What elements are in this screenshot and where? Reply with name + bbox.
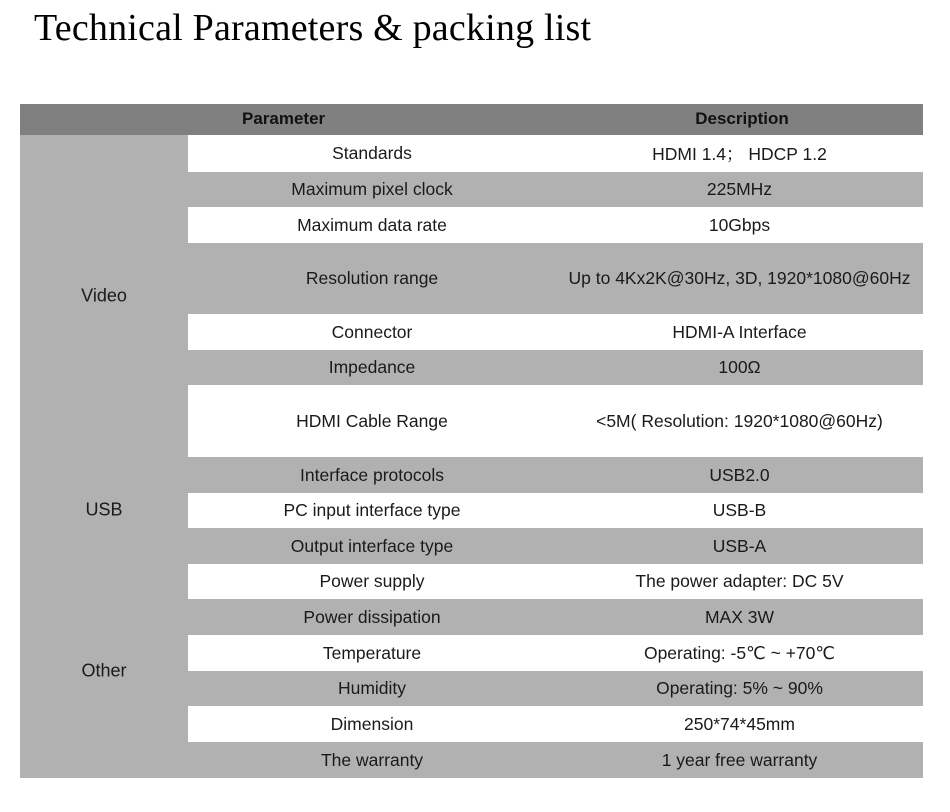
table-row — [188, 706, 923, 742]
group-column — [20, 135, 188, 778]
parameter-cell: Power dissipation — [303, 606, 441, 627]
description-cell: USB2.0 — [709, 464, 770, 485]
parameter-cell: Dimension — [330, 713, 414, 734]
description-cell: USB-B — [712, 500, 767, 520]
parameter-cell: The warranty — [320, 749, 424, 770]
description-cell: The power adapter: DC 5V — [635, 571, 844, 591]
description-cell: Up to 4Kx2K@30Hz, 3D, 1920*1080@60Hz — [568, 268, 911, 288]
parameter-cell: Temperature — [322, 642, 422, 663]
description-cell: 250*74*45mm — [684, 713, 795, 734]
table-row — [188, 172, 923, 207]
parameter-cell: Connector — [331, 321, 413, 342]
table-row — [188, 243, 923, 314]
table-row — [188, 457, 923, 493]
parameter-cell: Maximum data rate — [297, 214, 447, 235]
table-row — [188, 599, 923, 635]
page-title: Technical Parameters & packing list — [34, 7, 592, 49]
description-cell: 10Gbps — [708, 214, 771, 235]
parameter-cell: Impedance — [328, 357, 416, 377]
table-header — [20, 104, 923, 135]
table-row — [188, 350, 923, 385]
table-body — [188, 135, 923, 778]
description-cell: Operating: -5℃ ~ +70℃ — [643, 642, 836, 663]
description-cell: MAX 3W — [704, 606, 775, 627]
table-row — [188, 528, 923, 564]
table-row — [188, 314, 923, 350]
table-row — [188, 671, 923, 706]
parameter-cell: Resolution range — [305, 268, 439, 288]
table-row — [188, 385, 923, 457]
description-cell: <5M( Resolution: 1920*1080@60Hz) — [596, 410, 883, 431]
table-row — [188, 742, 923, 778]
description-cell: Operating: 5% ~ 90% — [656, 678, 823, 698]
table-row — [188, 635, 923, 671]
table-row — [188, 207, 923, 243]
group-label-video: Video — [81, 285, 127, 306]
description-cell: 1 year free warranty — [661, 749, 818, 770]
parameter-cell: Interface protocols — [300, 464, 444, 485]
description-cell: HDMI 1.4； HDCP 1.2 — [652, 144, 827, 164]
group-label-usb: USB — [85, 499, 123, 520]
description-cell: HDMI-A Interface — [672, 321, 807, 342]
description-cell: USB-A — [712, 535, 767, 556]
description-cell: 225MHz — [706, 179, 773, 199]
parameter-cell: Power supply — [319, 571, 425, 591]
parameter-cell: HDMI Cable Range — [296, 410, 448, 431]
spec-table — [20, 104, 923, 778]
parameter-cell: Maximum pixel clock — [291, 179, 453, 199]
header-parameter: Parameter — [242, 109, 326, 128]
table-row — [188, 135, 923, 172]
table-row — [188, 493, 923, 528]
group-label-other: Other — [81, 660, 127, 681]
parameter-cell: Humidity — [337, 678, 407, 698]
parameter-cell: PC input interface type — [283, 500, 461, 520]
parameter-cell: Standards — [332, 143, 412, 163]
parameter-cell: Output interface type — [290, 535, 454, 556]
header-description: Description — [695, 109, 789, 128]
description-cell: 100Ω — [718, 357, 761, 377]
table-row — [188, 564, 923, 599]
